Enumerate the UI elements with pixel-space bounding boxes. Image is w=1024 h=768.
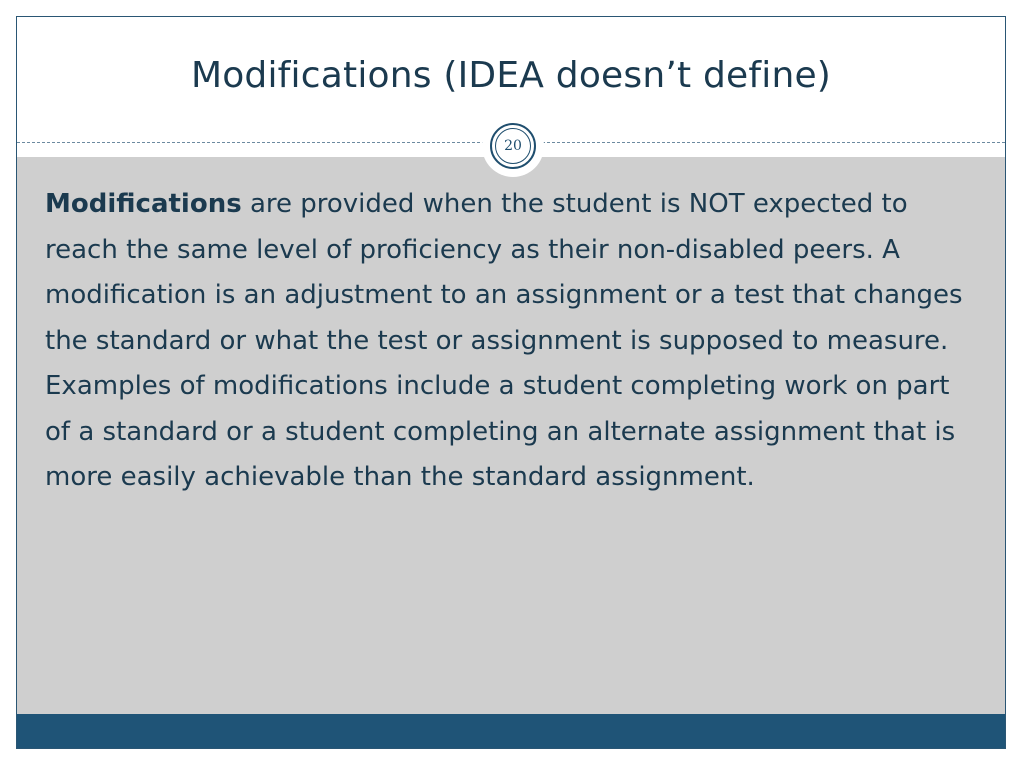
page-number-ring	[490, 123, 536, 169]
body-text: are provided when the student is NOT expected to reach the same level of proficiency as their non-disabled peers. A modification is an adjustment to an assignment or a test that changes the standard or what the test or assignment is supposed to measure. Examples of modifications include a student completing work on part of a standard or a student completing an alternate assignment that is more easily achievable than the standard assignment.	[45, 189, 963, 492]
slide	[16, 16, 1006, 749]
body-paragraph	[45, 182, 980, 501]
body-lead-bold: Modifications	[45, 189, 242, 219]
footer-bar	[17, 714, 1005, 748]
page-number-badge	[482, 115, 544, 177]
slide-title: Modifications (IDEA doesn’t define)	[190, 55, 832, 96]
page-number: 20	[495, 128, 531, 164]
